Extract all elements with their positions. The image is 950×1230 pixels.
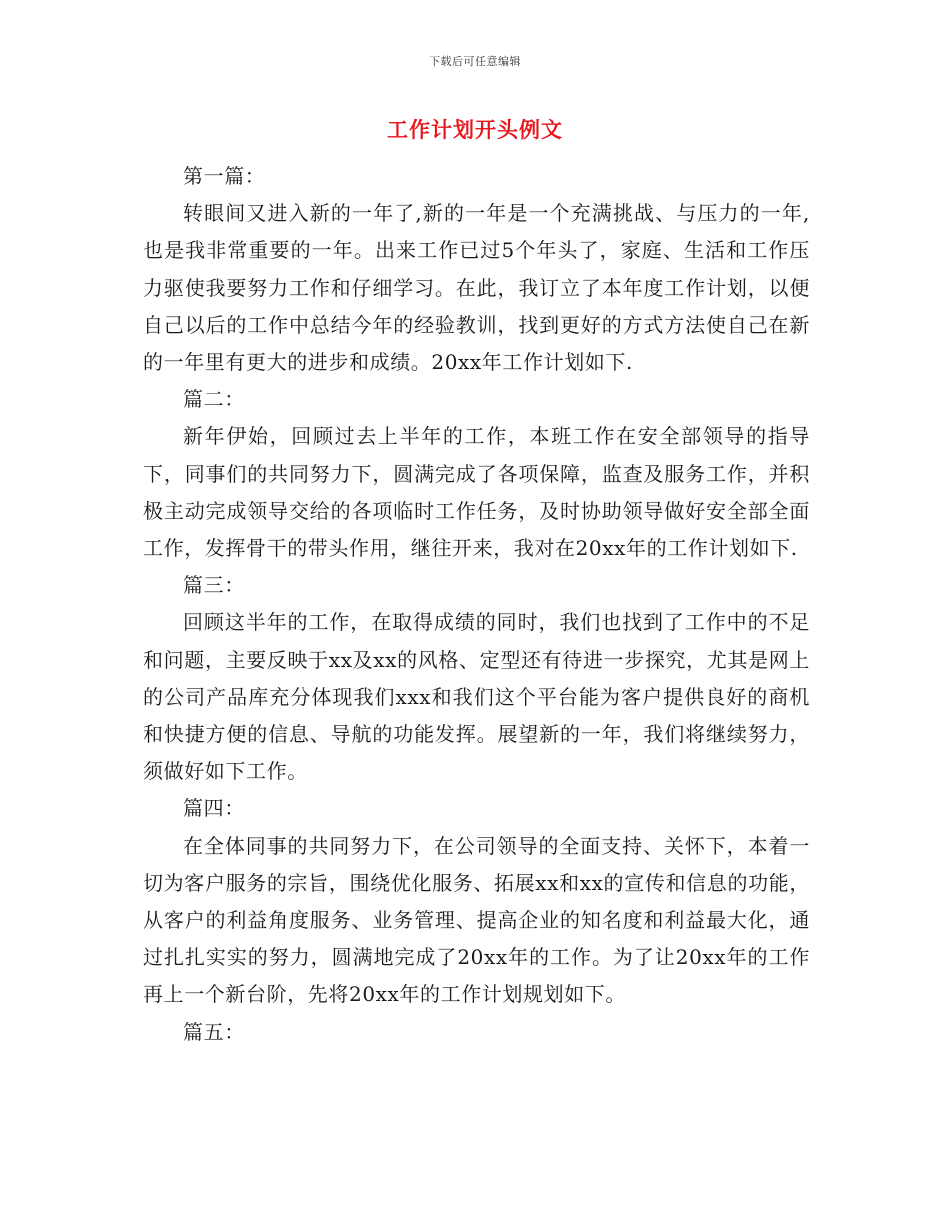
section-2-body: 新年伊始，回顾过去上半年的工作，本班工作在安全部领导的指导下，同事们的共同努力下，圆满完成了各项保障，监查及服务工作，并积极主动完成领导交给的各项临时工作任务，及时协助领导做好安全部全面工作，发挥骨干的带头作用，继往开来，我对在20xx年的工作计划如下. bbox=[143, 424, 810, 561]
section-4-body: 在全体同事的共同努力下，在公司领导的全面支持、关怀下，本着一切为客户服务的宗旨，围绕优化服务、拓展xx和xx的宣传和信息的功能，从客户的利益角度服务、业务管理、提高企业的知名度和利益最大化，通过扎扎实实的努力，圆满地完成了20xx年的工作。为了让20xx年的工作再上一个新台阶，先将20xx年的工作计划规划如下。 bbox=[143, 833, 810, 1007]
section-1-body: 转眼间又进入新的一年了,新的一年是一个充满挑战、与压力的一年,也是我非常重要的一年。出来工作已过5个年头了，家庭、生活和工作压力驱使我要努力工作和仔细学习。在此，我订立了本年度工作计划，以便自己以后的工作中总结今年的经验教训，找到更好的方式方法使自己在新的一年里有更大的进步和成绩。20xx年工作计划如下. bbox=[143, 201, 810, 375]
document-body bbox=[143, 158, 810, 1051]
document-title: 工作计划开头例文 bbox=[387, 117, 563, 142]
section-4-heading: 篇四： bbox=[183, 796, 245, 821]
section-3-body: 回顾这半年的工作，在取得成绩的同时，我们也找到了工作中的不足和问题，主要反映于xx及xx的风格、定型还有待进一步探究，尤其是网上的公司产品库充分体现我们xxx和我们这个平台能为客户提供良好的商机和快捷方便的信息、导航的功能发挥。展望新的一年，我们将继续努力，须做好如下工作。 bbox=[143, 610, 810, 784]
section-1-heading: 第一篇： bbox=[183, 164, 266, 188]
section-5-heading: 篇五： bbox=[183, 1019, 245, 1044]
header-note: 下载后可任意编辑 bbox=[429, 55, 521, 68]
section-2-heading: 篇二： bbox=[183, 387, 245, 412]
section-3-heading: 篇三： bbox=[183, 573, 245, 598]
